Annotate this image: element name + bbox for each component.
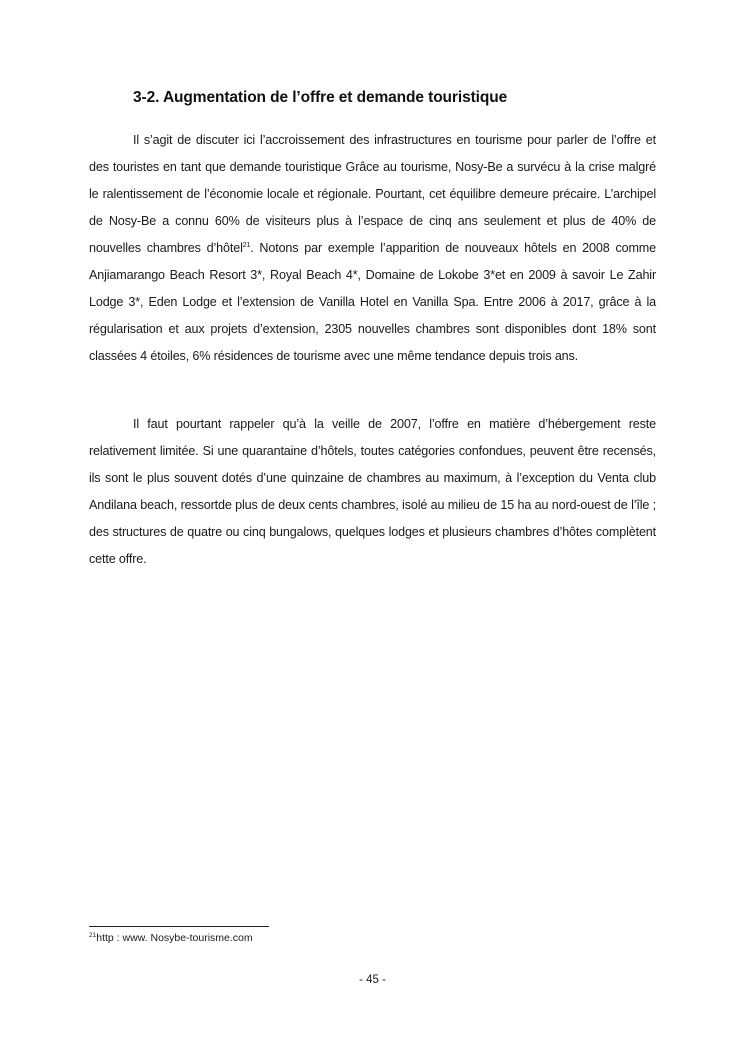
paragraph-1-text-end: . Notons par exemple l’apparition de nouveaux hôtels en 2008 comme Anjiamarango Beach Resort 3*, Royal Beach 4*, Domaine de Lokobe 3*et en 2009 à savoir Le Zahir Lodge 3*, Eden Lodge et l’extension de Vanilla Hotel en Vanilla Spa. Entre 2006 à 2017, grâce à la régularisation et aux projets d’extension, 2305 nouvelles chambres sont disponibles dont 18% sont classées 4 étoiles, 6% résidences de tourisme avec une même tendance depuis trois ans.: [89, 241, 656, 363]
section-heading: 3-2. Augmentation de l’offre et demande touristique: [133, 89, 508, 106]
paragraph-1: [89, 127, 656, 370]
paragraph-2: Il faut pourtant rappeler qu’à la veille de 2007, l’offre en matière d’hébergement reste relativement limitée. Si une quarantaine d’hôtels, toutes catégories confondues, peuvent être recensés, ils sont le plus souvent dotés d’une quinzaine de chambres au maximum, à l’exception du Venta club Andilana beach, ressortde plus de deux cents chambres, isolé au milieu de 15 ha au nord-ouest de l’île ; des structures de quatre ou cinq bungalows, quelques lodges et plusieurs chambres d’hôtes complètent cette offre.: [89, 417, 656, 566]
footnote-text: http : www. Nosybe-tourisme.com: [96, 932, 253, 944]
page-number: - 45 -: [359, 974, 386, 986]
footnote: [89, 932, 253, 944]
footnote-reference[interactable]: 21: [242, 242, 251, 249]
footnote-number: 21: [89, 932, 97, 939]
footnote-separator: [89, 926, 269, 927]
paragraph-1-text-start: Il s’agit de discuter ici l’accroissement des infrastructures en tourisme pour parler de l’offre et des touristes en tant que demande touristique Grâce au tourisme, Nosy-Be a survécu à la crise malgré le ralentissement de l’économie locale et régionale. Pourtant, cet équilibre demeure précaire. L’archipel de Nosy-Be a connu 60% de visiteurs plus à l’espace de cinq ans seulement et plus de 40% de nouvelles chambres d’hôtel: [89, 133, 656, 255]
